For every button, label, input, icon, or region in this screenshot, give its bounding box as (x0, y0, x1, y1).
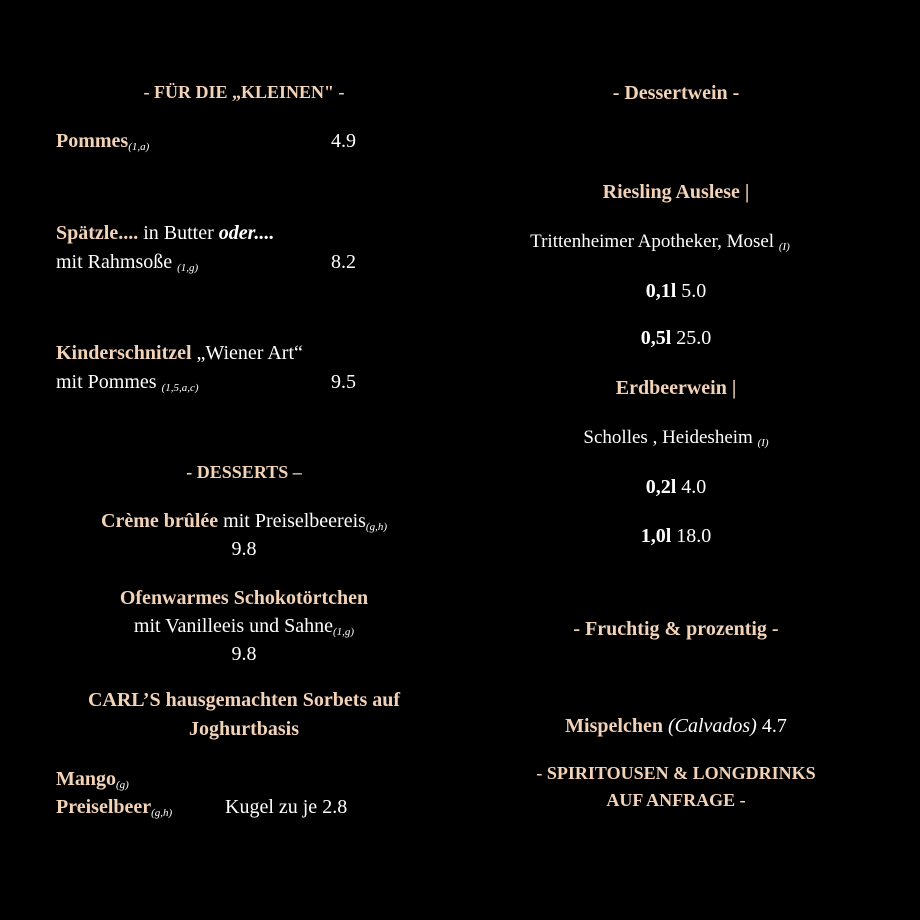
size-price: 4.0 (676, 476, 707, 498)
menu-item-mispelchen (565, 715, 787, 738)
size-label: 1,0l (640, 525, 672, 547)
item-name: Preiselbeer (56, 796, 152, 818)
item-desc: mit Pommes (56, 371, 162, 393)
sorbet-price-line (225, 796, 347, 819)
allergen-codes: (1,g) (332, 626, 355, 638)
schoko-line2 (134, 615, 354, 638)
item-name: Mango (56, 768, 116, 790)
size-price: 18.0 (671, 525, 712, 547)
item-desc: mit Rahmsoße (56, 251, 178, 273)
size-price: 5.0 (676, 280, 707, 302)
erdbeer-size-1 (641, 525, 712, 548)
price-sorbet: 2.8 (322, 796, 348, 818)
erdbeer-size-0 (646, 476, 707, 499)
item-name: Mispelchen (565, 715, 668, 737)
item-name: Kinderschnitzel (56, 342, 192, 364)
item-desc: „Wiener Art“ (191, 342, 303, 364)
item-desc: mit Preiselbeereis (218, 510, 366, 532)
menu-item-schnitzel (56, 342, 303, 365)
size-price: 25.0 (671, 327, 712, 349)
schnitzel-line2 (56, 371, 199, 394)
price-creme-brulee: 9.8 (231, 538, 257, 560)
allergen-codes: (I) (778, 241, 790, 253)
price-pommes: 4.9 (331, 130, 356, 152)
wine-riesling-name: Riesling Auslese | (602, 181, 750, 203)
item-name: Pommes (56, 130, 129, 152)
item-desc: in Butter (138, 222, 219, 244)
price-spaetzle: 8.2 (331, 251, 356, 273)
item-name: Spätzle.... (56, 222, 139, 244)
spirits-line1: - SPIRITOUSEN & LONGDRINKS (536, 763, 816, 783)
item-desc: (Calvados) (667, 715, 757, 737)
fruchtig-heading: - Fruchtig & prozentig - (573, 618, 779, 640)
allergen-codes: (1,a) (128, 141, 150, 153)
item-desc: mit Vanilleeis und Sahne (133, 615, 333, 637)
kids-heading: - FÜR DIE „KLEINEN" - (143, 82, 345, 102)
riesling-size-1 (641, 327, 712, 350)
menu-item-schoko: Ofenwarmes Schokotörtchen (119, 587, 369, 609)
spaetzle-line2 (56, 251, 198, 274)
item-desc: Kugel zu je (225, 796, 323, 818)
size-label: 0,5l (640, 327, 672, 349)
menu-item-pommes (56, 130, 149, 153)
allergen-codes: (g,h) (151, 807, 173, 819)
allergen-codes: (1,g) (177, 262, 199, 274)
price-schoko: 9.8 (231, 643, 257, 665)
menu-item-preiselbeer (56, 796, 172, 819)
menu-item-mango (56, 768, 129, 791)
dessertwein-heading: - Dessertwein - (612, 82, 740, 104)
allergen-codes: (1,5,a,c) (161, 382, 199, 394)
sorbet-title-line1: CARL’S hausgemachten Sorbets auf (87, 689, 401, 711)
origin-text: Trittenheimer Apotheker, Mosel (530, 231, 779, 252)
item-name: Crème brûlée (101, 510, 219, 532)
desserts-heading: - DESSERTS – (186, 462, 302, 482)
menu-item-spaetzle (56, 222, 274, 245)
menu-item-creme-brulee (101, 510, 387, 533)
allergen-codes: (g) (116, 779, 129, 791)
allergen-codes: (I) (757, 437, 769, 449)
origin-text: Scholles , Heidesheim (583, 427, 758, 448)
sorbet-title-line2: Joghurtbasis (188, 718, 300, 740)
riesling-size-0 (646, 280, 707, 303)
size-label: 0,1l (645, 280, 677, 302)
price-schnitzel: 9.5 (331, 371, 356, 393)
wine-erdbeer-origin (583, 427, 768, 449)
price-mispelchen: 4.7 (756, 715, 787, 737)
spirits-line2: AUF ANFRAGE - (606, 790, 746, 810)
wine-erdbeer-name: Erdbeerwein | (615, 377, 737, 399)
item-oder: oder.... (218, 222, 275, 244)
size-label: 0,2l (645, 476, 677, 498)
allergen-codes: (g,h) (365, 521, 387, 533)
wine-riesling-origin (530, 231, 790, 253)
